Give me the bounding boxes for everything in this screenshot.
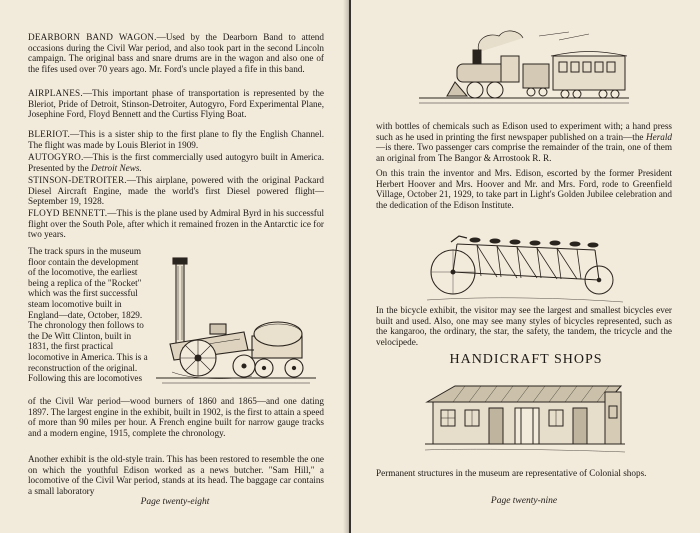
rocket-locomotive-illustration [152, 252, 320, 388]
paragraph-bleriot: BLERIOT.—This is a sister ship to the first plane to fly the English Channel. The flight was made by Louis Bleriot in 1909. [28, 129, 324, 150]
paragraph-stinson-detroiter: STINSON-DETROITER.—This airplane, powered with the original Packard Diesel Aircraft Engine, made the world's first Diesel powered flight—September 19, 1928. [28, 175, 324, 207]
paragraph-track-spurs-wrap: The track spurs in the museum floor contain the development of the locomotive, the earliest being a replica of the "Rocket" which was the first successful steam locomotive built in England—date, October, 1829. The chronology then follows to the De Witt Clinton, built in 1831, the first practical locomotive in America. This is a reconstruction of the original. Following this are locomotives [28, 246, 148, 384]
left-page [0, 0, 349, 533]
multi-seat-bicycle-illustration [427, 220, 623, 304]
paragraph-handicraft: Permanent structures in the museum are representative of Colonial shops. [376, 468, 647, 478]
paragraph-bicycle: In the bicycle exhibit, the visitor may see the largest and smallest bicycles ever built and used. Also, one may see many styles of bicycles represented, such as the kangaroo, the ordinary, the star, the safety, the tandem, the tricycle and the velocipede. [376, 305, 672, 347]
paragraph-edison-ride: On this train the inventor and Mrs. Edison, escorted by the former President Herbert Hoover and Mrs. Hoover and Mr. and Mrs. Ford, rode to Greenfield Village, October 21, 1929, to take part in Light's Golden Jubilee celebration and the dedication of the Edison Institute. [376, 168, 672, 210]
steam-train-illustration [419, 26, 629, 108]
paragraph-airplanes: AIRPLANES.—This important phase of transportation is represented by the Bleriot, Pride of Detroit, Stinson-Detroiter, Autogyro, Ford Experimental Plane, Josephine Ford, Floyd Bennett and the Curtiss Flying Boat. [28, 88, 324, 120]
paragraph-old-style-train: Another exhibit is the old-style train. This has been restored to resemble the one on which the youthful Edison worked as a news butcher. "Sam Hill," a locomotive of the Civil War period, stands at its head. The baggage car contains a small laboratory [28, 454, 324, 496]
paragraph-band-wagon: DEARBORN BAND WAGON.—Used by the Dearborn Band to attend occasions during the Civil War period, and also took part in the second Lincoln campaign. The original bass and snare drums are in the wagon and also one of the fifes used over 70 years ago. Mr. Ford's uncle played a fife in this band. [28, 32, 324, 74]
right-page [351, 0, 700, 533]
paragraph-train-continued: with bottles of chemicals such as Edison used to experiment with; a hand press such as he used in printing the first newspaper published on a train—the Herald—is there. Two passenger cars comprise the remainder of the train, one of them an original from The Bangor & Arrostook R. R. [376, 121, 673, 163]
paragraph-autogyro: AUTOGYRO.—This is the first commercially used autogyro built in America. Presented by the Detroit News. [28, 152, 324, 173]
page-number-right: Page twenty-nine [490, 496, 558, 506]
paragraph-track-spurs-continued: of the Civil War period—wood burners of 1860 and 1865—and one dating 1897. The largest engine in the exhibit, built in 1902, is the first to attain a speed of more than 90 miles per hour. A French engine built for narrow gauge tracks and a modern engine, 1915, complete the chronology. [28, 396, 324, 438]
section-heading-handicraft-shops: HANDICRAFT SHOPS [449, 352, 603, 367]
page-number-left: Page twenty-eight [140, 497, 210, 507]
colonial-shop-illustration [425, 378, 625, 456]
paragraph-floyd-bennett: FLOYD BENNETT.—This is the plane used by Admiral Byrd in his successful flight over the South Pole, after which it remained frozen in the Antarctic ice for two years. [28, 208, 324, 240]
